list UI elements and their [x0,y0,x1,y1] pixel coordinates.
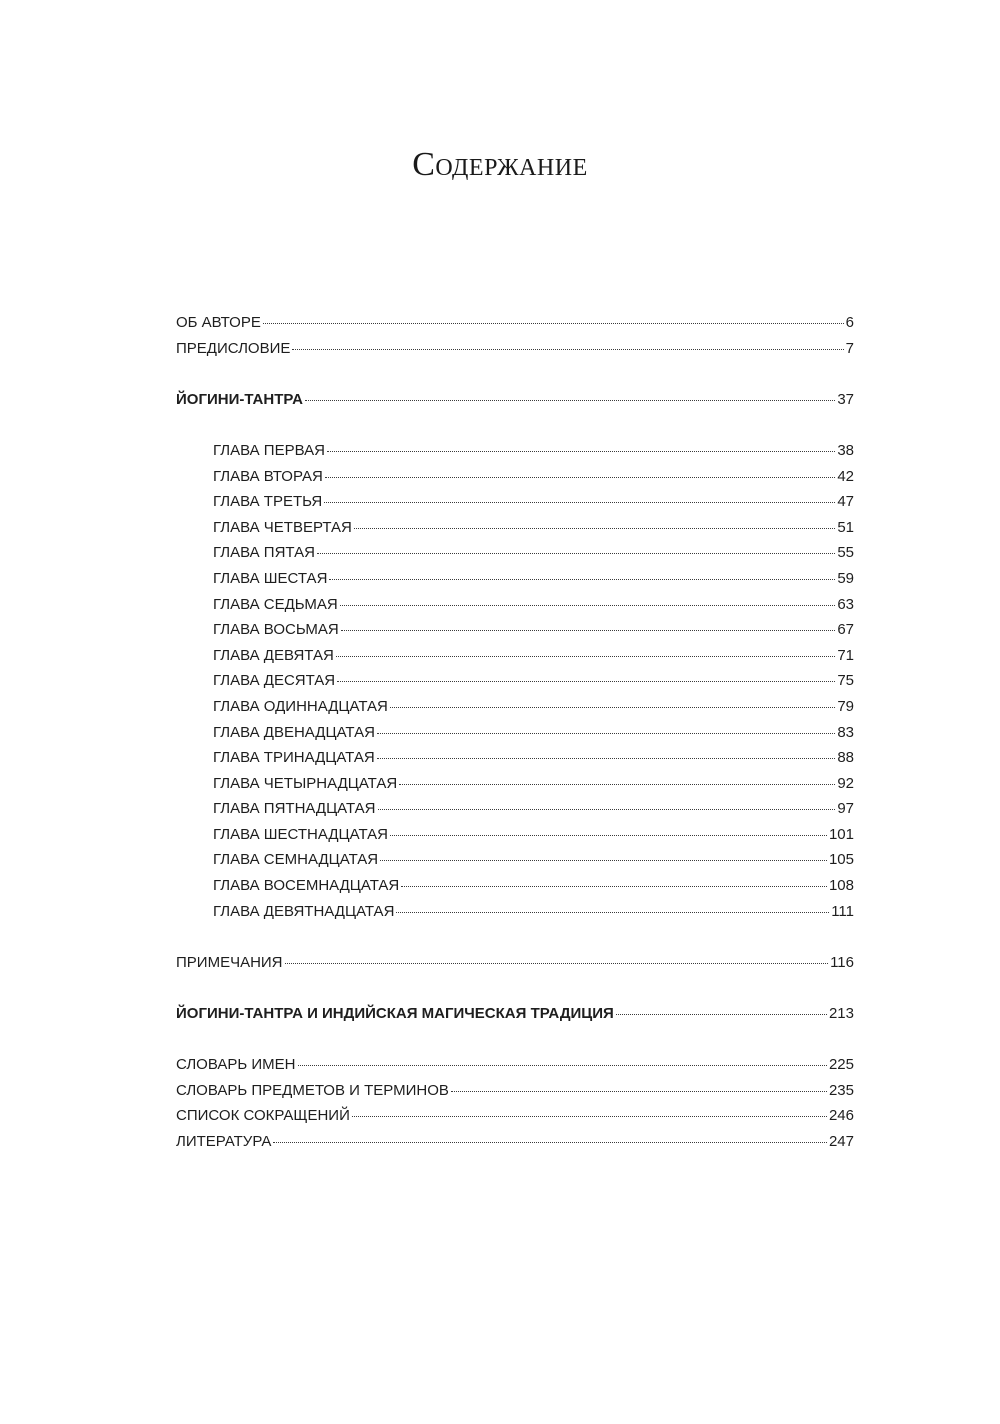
dot-leader [336,656,835,657]
dot-leader [324,502,835,503]
toc-chapter-entry[interactable] [176,621,854,647]
toc-page-number: 37 [837,390,854,408]
dot-leader [337,681,835,682]
toc-chapter-entry[interactable] [176,800,854,826]
dot-leader [390,707,835,708]
dot-leader [616,1014,827,1015]
toc-chapter-entry[interactable] [176,468,854,494]
toc-entry-label: ЙОГИНИ-ТАНТРА [176,390,303,408]
toc-chapter-entry[interactable] [176,672,854,698]
toc-entry-label: ГЛАВА ДЕВЯТНАДЦАТАЯ [213,902,395,920]
toc-entry-label: ГЛАВА ПЯТНАДЦАТАЯ [213,800,376,818]
toc-entry-label: ГЛАВА ВОСЬМАЯ [213,621,339,639]
toc-page-number: 42 [837,467,854,485]
dot-leader [327,451,835,452]
dot-leader [298,1065,827,1066]
toc-chapter-entry[interactable] [176,775,854,801]
dot-leader [396,912,829,913]
dot-leader [401,886,827,887]
toc-chapter-entry[interactable] [176,647,854,673]
toc-chapter-entry[interactable] [176,596,854,622]
toc-entry-label: ГЛАВА ТРЕТЬЯ [213,493,323,511]
dot-leader [399,784,835,785]
toc-page-number: 101 [828,825,854,843]
dot-leader [341,630,836,631]
toc-page-number: 246 [828,1107,854,1125]
toc-page-number: 247 [828,1133,854,1150]
dot-leader [285,963,829,964]
toc-page-number: 108 [828,877,854,895]
toc-entry-label: СЛОВАРЬ ИМЕН [176,1056,296,1074]
toc-chapter-entry[interactable] [176,570,854,596]
dot-leader [390,835,827,836]
dot-leader [292,349,843,350]
toc-spacer [176,416,854,442]
dot-leader [451,1091,827,1092]
toc-chapter-entry[interactable] [176,903,854,929]
toc-section-entry[interactable] [176,391,854,417]
table-of-contents [176,314,854,1159]
toc-entry-label: ГЛАВА ПЕРВАЯ [213,441,325,459]
toc-entry-label: ГЛАВА ШЕСТАЯ [213,569,328,587]
dot-leader [305,400,835,401]
toc-entry-label: ГЛАВА ШЕСТНАДЦАТАЯ [213,825,388,843]
dot-leader [378,809,836,810]
toc-entry-label: ГЛАВА ВОСЕМНАДЦАТАЯ [213,877,400,895]
toc-page-number: 83 [837,723,854,741]
toc-chapter-entry[interactable] [176,851,854,877]
page-title: Содержание [412,146,588,183]
toc-page-number: 51 [837,518,854,536]
dot-leader [377,758,836,759]
dot-leader [325,477,836,478]
toc-chapter-entry[interactable] [176,724,854,750]
toc-chapter-entry[interactable] [176,877,854,903]
toc-section-entry[interactable] [176,1056,854,1082]
toc-page-number: 75 [837,672,854,690]
dot-leader [377,733,835,734]
toc-page-number: 225 [828,1056,854,1074]
toc-spacer [176,979,854,1005]
toc-section-entry[interactable] [176,1005,854,1031]
toc-page-number: 116 [830,953,854,971]
toc-section-entry[interactable] [176,954,854,980]
toc-page-number: 38 [837,441,854,459]
toc-spacer [176,365,854,391]
toc-page-number: 97 [837,800,854,818]
toc-entry-label: ГЛАВА ДЕВЯТАЯ [213,646,334,664]
toc-chapter-entry[interactable] [176,519,854,545]
toc-page-number: 111 [831,902,854,920]
toc-entry-label: ГЛАВА ЧЕТВЕРТАЯ [213,518,352,536]
toc-spacer [176,928,854,954]
dot-leader [354,528,835,529]
toc-page-number: 213 [828,1005,854,1023]
toc-page-number: 55 [837,544,854,562]
toc-section-entry[interactable] [176,1107,854,1133]
toc-section-entry[interactable] [176,1133,854,1159]
toc-chapter-entry[interactable] [176,544,854,570]
toc-entry-label: ЛИТЕРАТУРА [176,1133,272,1150]
dot-leader [380,860,827,861]
toc-entry-label: ГЛАВА ДЕСЯТАЯ [213,672,336,690]
toc-section-entry[interactable] [176,1082,854,1108]
toc-entry-label: ГЛАВА ЧЕТЫРНАДЦАТАЯ [213,774,398,792]
toc-entry-label: СПИСОК СОКРАЩЕНИЙ [176,1107,350,1125]
toc-section-entry[interactable] [176,314,854,340]
toc-chapter-entry[interactable] [176,826,854,852]
toc-page-number: 79 [837,697,854,715]
toc-entry-label: ГЛАВА ТРИНАДЦАТАЯ [213,749,375,767]
dot-leader [329,579,835,580]
toc-page-number: 105 [828,851,854,869]
toc-entry-label: ГЛАВА ВТОРАЯ [213,467,323,485]
toc-chapter-entry[interactable] [176,749,854,775]
toc-page-number: 67 [837,621,854,639]
toc-entry-label: ГЛАВА СЕДЬМАЯ [213,595,338,613]
toc-page-number: 235 [828,1081,854,1099]
toc-chapter-entry[interactable] [176,442,854,468]
toc-entry-label: ГЛАВА ДВЕНАДЦАТАЯ [213,723,375,741]
toc-section-entry[interactable] [176,340,854,366]
toc-page-number: 92 [837,774,854,792]
toc-entry-label: ОБ АВТОРЕ [176,314,261,331]
toc-chapter-entry[interactable] [176,493,854,519]
toc-entry-label: ГЛАВА ПЯТАЯ [213,544,315,562]
toc-page-number: 59 [837,569,854,587]
toc-entry-label: СЛОВАРЬ ПРЕДМЕТОВ И ТЕРМИНОВ [176,1081,449,1099]
toc-page-number: 7 [845,339,854,357]
dot-leader [273,1142,827,1143]
toc-page-number: 88 [837,749,854,767]
toc-spacer [176,1031,854,1057]
dot-leader [317,553,835,554]
toc-page-number: 47 [837,493,854,511]
toc-page-number: 6 [845,314,854,331]
toc-page-number: 71 [837,646,854,664]
dot-leader [263,323,844,324]
toc-page-number: 63 [837,595,854,613]
toc-entry-label: ГЛАВА ОДИННАДЦАТАЯ [213,697,388,715]
dot-leader [352,1116,827,1117]
toc-entry-label: ПРЕДИСЛОВИЕ [176,339,291,357]
toc-entry-label: ГЛАВА СЕМНАДЦАТАЯ [213,851,379,869]
toc-entry-label: ЙОГИНИ-ТАНТРА И ИНДИЙСКАЯ МАГИЧЕСКАЯ ТРАДИЦИЯ [176,1005,614,1023]
toc-entry-label: ПРИМЕЧАНИЯ [176,953,283,971]
dot-leader [340,605,836,606]
toc-chapter-entry[interactable] [176,698,854,724]
